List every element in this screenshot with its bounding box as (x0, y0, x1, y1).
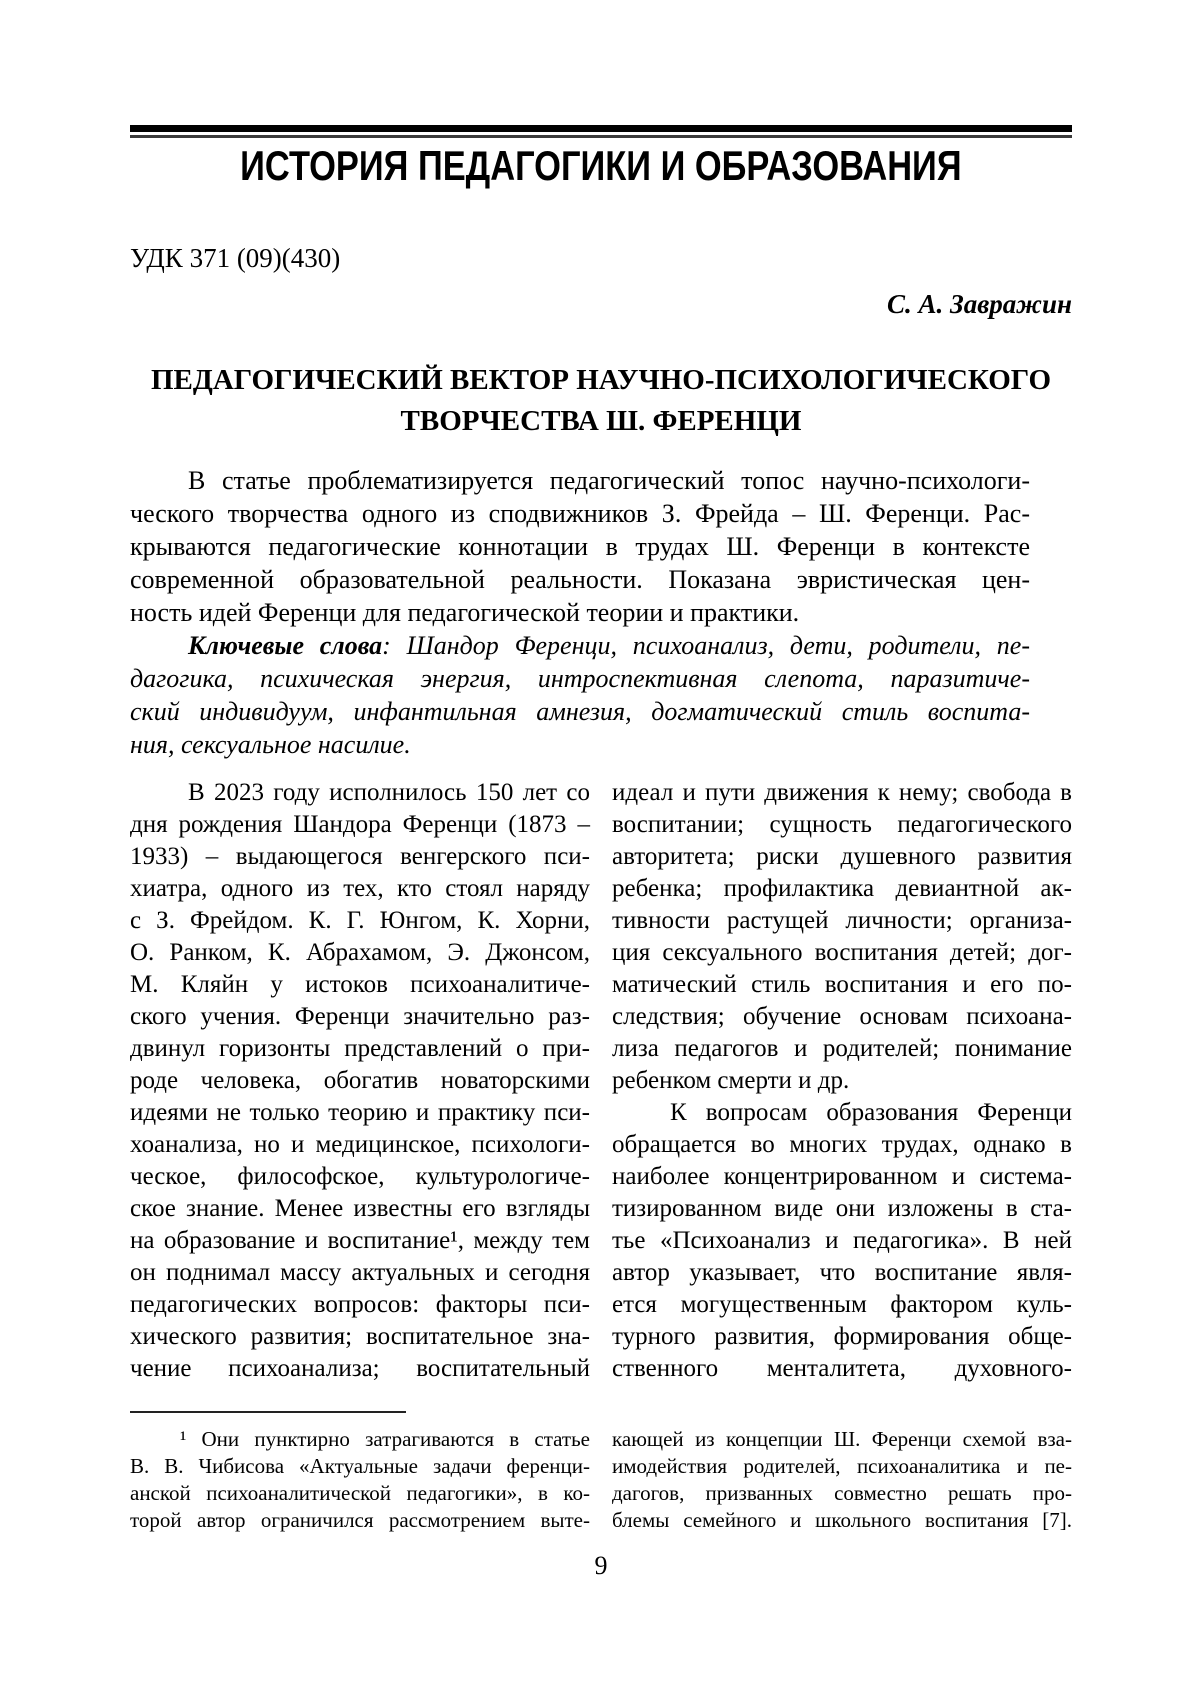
footnote-line: торой автор ограничился рассмотрением выте- (130, 1508, 590, 1532)
body-line: роде человека, обогатив новаторскими (130, 1067, 590, 1094)
body-line: обращается во многих трудах, однако в (612, 1131, 1072, 1158)
footnote-rule (130, 1411, 406, 1413)
keywords-first-line-rest: : Шандор Ференци, психоанализ, дети, родители, пе- (382, 631, 1030, 660)
body-line: хоанализа, но и медицинское, психологи- (130, 1131, 590, 1158)
body-line: авторитета; риски душевного развития (612, 843, 1072, 870)
footnote-line: анской психоаналитической педагогики», в ко- (130, 1481, 590, 1505)
abstract (130, 464, 1072, 629)
abstract-line: В статье проблематизируется педагогический топос научно-психологи- (188, 466, 1030, 495)
abstract-line: современной образовательной реальности. Показана эвристическая цен- (130, 565, 1030, 594)
footnote-left (130, 1426, 590, 1534)
body-line: 1933) – выдающегося венгерского пси- (130, 843, 590, 870)
article-title-line2: ТВОРЧЕСТВА Ш. ФЕРЕНЦИ (400, 405, 802, 437)
footnote-line: блемы семейного и школьного воспитания [7]. (612, 1508, 1072, 1532)
body-line: тье «Психоанализ и педагогика». В ней (612, 1227, 1072, 1254)
footnote-line: имодействия родителей, психоаналитика и пе- (612, 1454, 1072, 1478)
body-line: ция сексуального воспитания детей; дог- (612, 939, 1072, 966)
body-line: двинул горизонты представлений о при- (130, 1035, 590, 1062)
body-line: ского учения. Ференци значительно раз- (130, 1003, 590, 1030)
body-line: матический стиль воспитания и его по- (612, 971, 1072, 998)
abstract-line: ность идей Ференци для педагогической теории и практики. (130, 598, 800, 627)
footnote-line: кающей из концепции Ш. Ференци схемой вза- (612, 1427, 1072, 1451)
body-line: М. Кляйн у истоков психоаналитиче- (130, 971, 590, 998)
body-line: ребенка; профилактика девиантной ак- (612, 875, 1072, 902)
body-line: тизированном виде они изложены в ста- (612, 1195, 1072, 1222)
keywords-label: Ключевые слова (188, 631, 383, 660)
body-columns (130, 777, 1072, 1385)
footnote-line: ¹ Они пунктирно затрагиваются в статье (180, 1427, 590, 1451)
body-line: тивности растущей личности; организа- (612, 907, 1072, 934)
body-line: он поднимал массу актуальных и сегодня (130, 1259, 590, 1286)
keywords (130, 629, 1072, 761)
body-line: ребенком смерти и др. (612, 1067, 850, 1094)
body-line: ется могущественным фактором куль- (612, 1291, 1072, 1318)
page-content (130, 0, 1072, 1581)
body-line: с З. Фрейдом. К. Г. Юнгом, К. Хорни, (130, 907, 590, 934)
body-line: следствия; обучение основам психоана- (612, 1003, 1072, 1030)
abstract-line: ческого творчества одного из сподвижников З. Фрейда – Ш. Ференци. Рас- (130, 499, 1030, 528)
body-line: В 2023 году исполнилось 150 лет со (188, 779, 590, 806)
footnote-line: В. В. Чибисова «Актуальные задачи ференци- (130, 1454, 590, 1478)
body-line: педагогических вопросов: факторы пси- (130, 1291, 590, 1318)
section-heading-text: ИСТОРИЯ ПЕДАГОГИКИ И ОБРАЗОВАНИЯ (240, 142, 962, 189)
body-line: К вопросам образования Ференци (670, 1099, 1072, 1126)
abstract-line: крываются педагогические коннотации в трудах Ш. Ференци в контексте (130, 532, 1030, 561)
body-line: ческое, философское, культурологиче- (130, 1163, 590, 1190)
article-title (130, 360, 1072, 442)
body-line: О. Ранком, К. Абрахамом, Э. Джонсом, (130, 939, 590, 966)
body-line: хического развития; воспитательное зна- (130, 1323, 590, 1350)
footnote-right (612, 1426, 1072, 1534)
header-double-rule (130, 125, 1072, 138)
body-line: идеями не только теорию и практику пси- (130, 1099, 590, 1126)
body-line: чение психоанализа; воспитательный (130, 1355, 590, 1382)
footnote-columns (130, 1426, 1072, 1534)
udc-code: УДК 371 (09)(430) (130, 243, 341, 273)
keywords-first-line (130, 629, 1030, 662)
body-line: воспитании; сущность педагогического (612, 811, 1072, 838)
footnote-line: дагогов, призванных совместно решать про- (612, 1481, 1072, 1505)
body-line: идеал и пути движения к нему; свобода в (612, 779, 1072, 806)
author-name: С. А. Завражин (886, 289, 1072, 319)
body-line: автор указывает, что воспитание явля- (612, 1259, 1072, 1286)
keywords-line: дагогика, психическая энергия, интроспективная слепота, паразитиче- (130, 664, 1030, 693)
body-line: ственного менталитета, духовного- (612, 1355, 1072, 1382)
section-heading (130, 142, 1072, 190)
body-column-right (612, 777, 1072, 1385)
body-line: лиза педагогов и родителей; понимание (612, 1035, 1072, 1062)
page-number: 9 (594, 1551, 608, 1580)
body-line: дня рождения Шандора Ференци (1873 – (130, 811, 590, 838)
body-line: наиболее концентрированном и система- (612, 1163, 1072, 1190)
body-line: на образование и воспитание¹, между тем (130, 1227, 590, 1254)
article-title-line1: ПЕДАГОГИЧЕСКИЙ ВЕКТОР НАУЧНО-ПСИХОЛОГИЧЕСКОГО (150, 364, 1052, 396)
body-column-left (130, 777, 590, 1385)
keywords-line: ский индивидуум, инфантильная амнезия, догматический стиль воспита- (130, 697, 1030, 726)
body-line: хиатра, одного из тех, кто стоял наряду (130, 875, 590, 902)
keywords-line: ния, сексуальное насилие. (130, 730, 411, 759)
body-line: ское знание. Менее известны его взгляды (130, 1195, 590, 1222)
keywords-lines (130, 662, 1030, 761)
body-line: турного развития, формирования обще- (612, 1323, 1072, 1350)
